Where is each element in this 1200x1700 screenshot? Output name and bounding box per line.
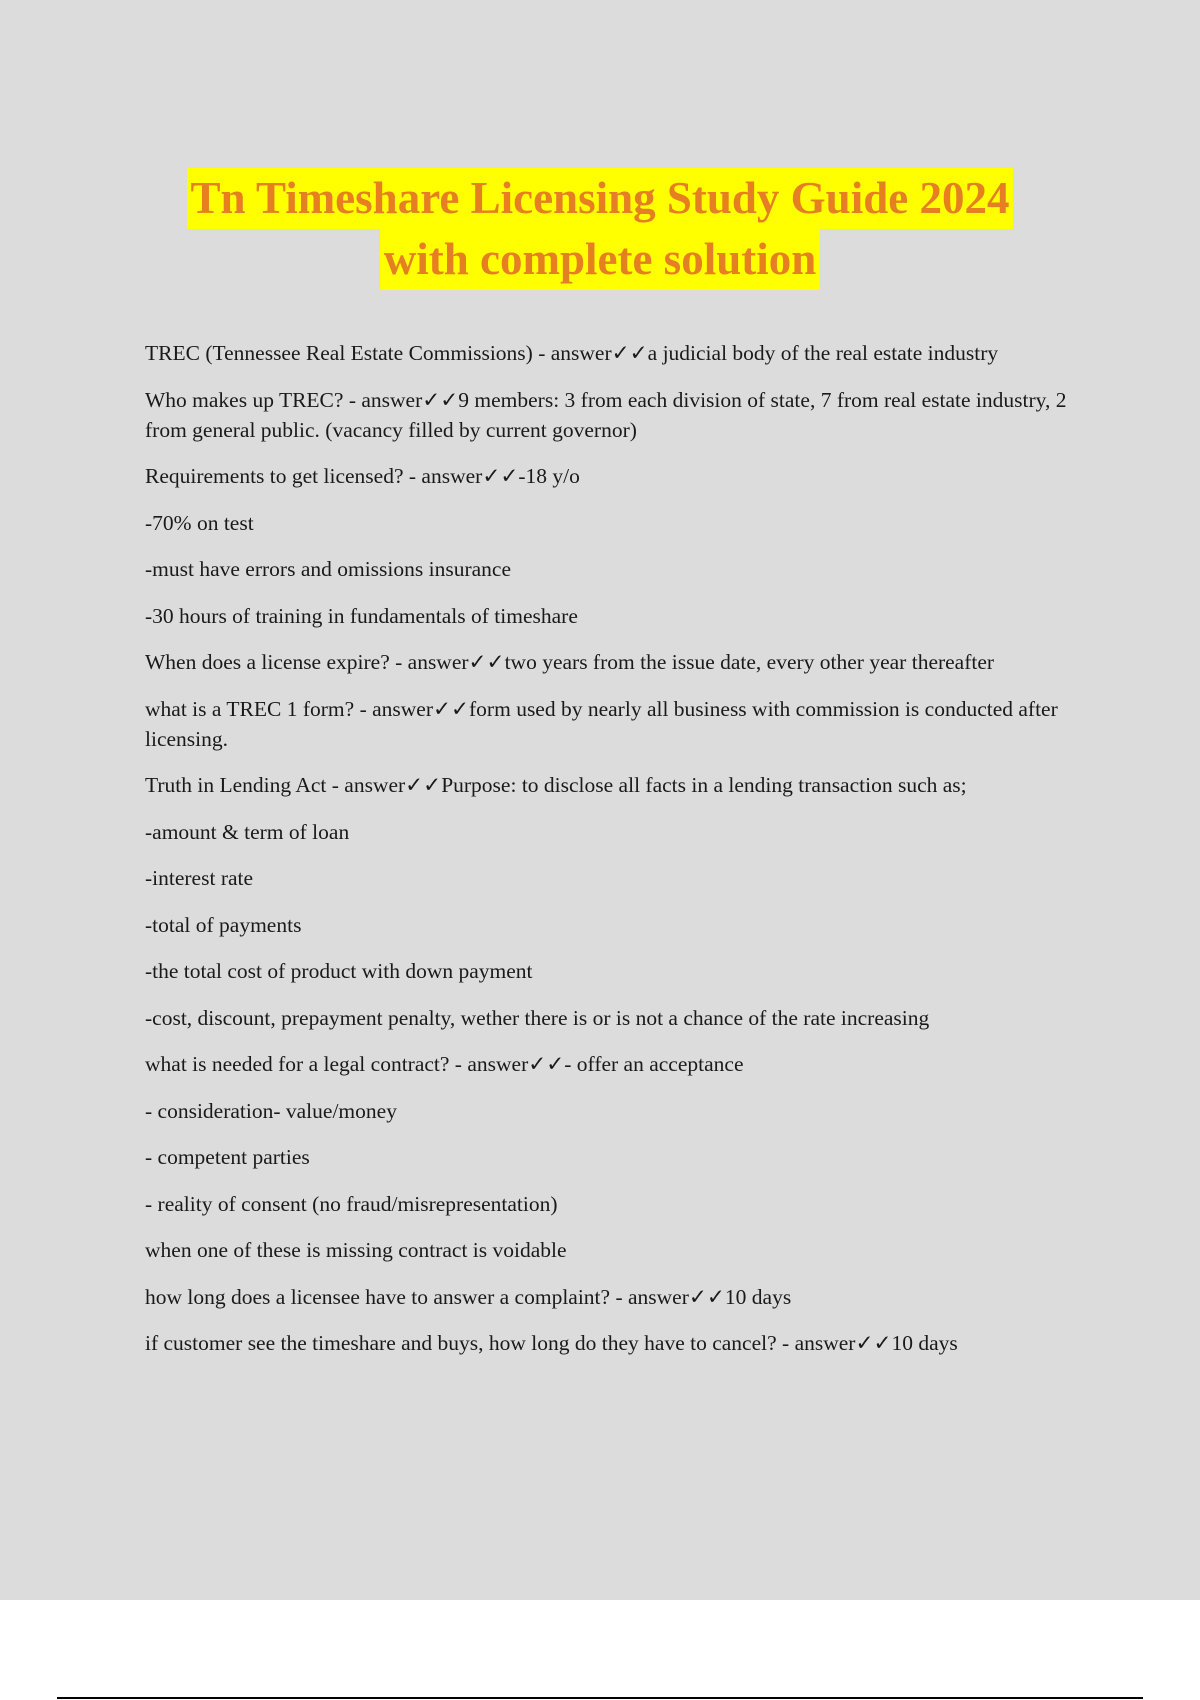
paragraph: Truth in Lending Act - answer✓✓Purpose: to disclose all facts in a lending transaction such as;	[145, 773, 967, 797]
paragraph: what is a TREC 1 form? - answer✓✓form used by nearly all business with commission is conducted after licensing.	[145, 696, 1058, 751]
document-body	[145, 338, 1075, 1375]
paragraph: how long does a licensee have to answer a complaint? - answer✓✓10 days	[145, 1284, 792, 1309]
paragraph: -30 hours of training in fundamentals of timeshare	[145, 603, 578, 628]
paragraph: - competent parties	[145, 1145, 310, 1169]
paragraph: - consideration- value/money	[145, 1098, 397, 1123]
paragraph: Requirements to get licensed? - answer✓✓-18 y/o	[145, 464, 580, 488]
bottom-divider	[57, 1697, 1143, 1699]
paragraph: -total of payments	[145, 912, 302, 937]
paragraph: -the total cost of product with down payment	[145, 959, 533, 983]
document-title	[0, 168, 1200, 290]
paragraph: When does a license expire? - answer✓✓two years from the issue date, every other year thereafter	[145, 650, 995, 674]
paragraph: -interest rate	[145, 866, 254, 890]
paragraph: what is needed for a legal contract? - answer✓✓- offer an acceptance	[145, 1052, 744, 1076]
paragraph: -amount & term of loan	[145, 819, 350, 844]
paragraph: - reality of consent (no fraud/misrepresentation)	[145, 1191, 558, 1216]
paragraph: -must have errors and omissions insurance	[145, 557, 512, 581]
paragraph: -cost, discount, prepayment penalty, wether there is or is not a chance of the rate increasing	[145, 1005, 930, 1030]
paragraph: -70% on test	[145, 510, 254, 535]
title-line-1: Tn Timeshare Licensing Study Guide 2024	[187, 168, 1014, 229]
paragraph: when one of these is missing contract is voidable	[145, 1238, 567, 1262]
title-line-2: with complete solution	[380, 229, 821, 290]
paragraph: if customer see the timeshare and buys, how long do they have to cancel? - answer✓✓10 days	[145, 1331, 958, 1355]
paragraph: TREC (Tennessee Real Estate Commissions) - answer✓✓a judicial body of the real estate industry	[145, 341, 999, 365]
paragraph: Who makes up TREC? - answer✓✓9 members: 3 from each division of state, 7 from real estate industry, 2 from general public. (vacancy filled by current governor)	[145, 387, 1067, 442]
